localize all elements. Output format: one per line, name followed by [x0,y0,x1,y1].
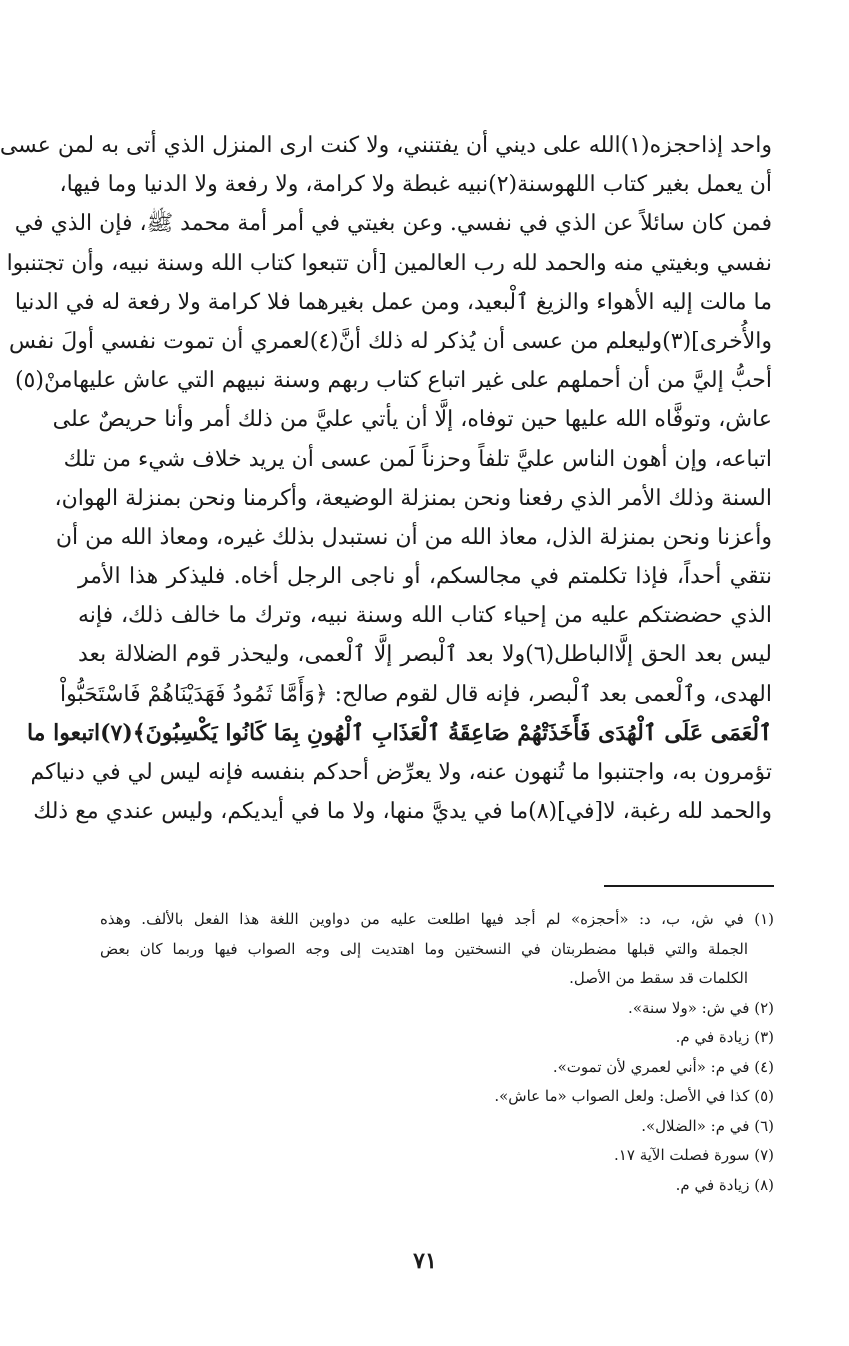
footnote-1-continued: الكلمات قد سقط من الأصل. [569,969,748,987]
footnote-2: (٢) في ش: «ولا سنة». [628,998,774,1017]
footnotes [100,905,774,1200]
footnote-3: (٣) زيادة في م. [675,1028,774,1046]
text-line: أحبُّ إليَّ من أن أحملهم على غير اتباع كتاب ربهم وسنة نبيهم التي عاش عليهامنْ(٥) [14,368,772,394]
text-line: واحد إذاحجزه(١)الله على ديني أن يفتنني، ولا كنت ارى المنزل الذي أتى به لمن عسى [0,133,772,158]
text-line: تؤمرون به، واجتنبوا ما تُنهون عنه، ولا يعرِّض أحدكم بنفسه فإنه ليس لي في دنياكم [30,760,772,785]
text-line: الذي حضضتكم عليه من إحياء كتاب الله وسنة نبيه، وترك ما خالف ذلك، فإنه [78,603,772,629]
text-line: السنة وذلك الأمر الذي رفعنا ونحن بمنزلة الوضيعة، وأكرمنا ونحن بمنزلة الهوان، [54,485,772,511]
footnote-4: (٤) في م: «أني لعمري لأن تموت». [552,1057,774,1076]
main-text [0,126,772,831]
text-line: ليس بعد الحق إلَّاالباطل(٦)ولا بعد ٱلْبصر إلَّا ٱلْعمى، وليحذر قوم الضلالة بعد [78,642,772,668]
footnote-5: (٥) كذا في الأصل: ولعل الصواب «ما عاش». [494,1087,774,1105]
text-line: عاش، وتوفَّاه الله عليها حين توفاه، إلَّا أن يأتي عليَّ من ذلك أمر وأنا حريصٌ على [52,407,772,433]
footnote-6: (٦) في م: «الضلال». [641,1116,774,1135]
footnote-7: (٧) سورة فصلت الآية ١٧. [614,1146,774,1164]
text-line: وأعزنا ونحن بمنزلة الذل، معاذ الله من أن نستبدل بذلك غيره، ومعاذ الله من أن [55,524,772,550]
text-line: ما مالت إليه الأهواء والزيغ ٱلْبعيد، ومن عمل بغيرهما فلا كرامة ولا رفعة له في الدنيا [14,289,772,315]
text-line: اتباعه، وإن أهون الناس عليَّ تلفاً وحزناً لَمن عسى أن يريد خلاف شيء من تلك [63,446,772,472]
quran-verse-line: ٱلْعَمَى عَلَى ٱلْهُدَى فَأَخَذَتْهُمْ صَاعِقَةُ ٱلْعَذَابِ ٱلْهُونِ بِمَا كَانُوا يَكْسِبُونَ﴾(٧)اتبعوا ما [26,719,772,746]
footnote-1: (١) في ش، ب، د: «أحجزه» لم أجد فيها اطلعت عليه من دواوين اللغة هذا الفعل بالألف. وهذه [100,910,774,928]
text-line: نتقي أحداً، فإذا تكلمتم في مجالسكم، أو ناجى الرجل أخاه. فليذكر هذا الأمر [78,564,772,590]
footnote-8: (٨) زيادة في م. [675,1175,774,1194]
footnote-1-continued: الجملة والتي قبلها مضطربتان في النسختين وما اهتديت إلى وجه الصواب فيها وربما كان بعض [100,939,748,958]
text-line: الهدى، وٱلْعمى بعد ٱلْبصر، فإنه قال لقوم صالح: ﴿وَأَمَّا ثَمُودُ فَهَدَيْنَاهُمْ فَاسْتَحَبُّواْ [60,681,772,707]
text-line: فمن كان سائلاً عن الذي في نفسي. وعن بغيتي في أمر أمة محمد ﷺ، فإن الذي في [14,211,772,237]
text-line: أن يعمل بغير كتاب اللهوسنة(٢)نبيه غبطة ولا كرامة، ولا رفعة ولا الدنيا وما فيها، [59,172,772,198]
text-line: والحمد لله رغبة، لا[في](٨)ما في يديَّ منها، ولا ما في أيديكم، وليس عندي مع ذلك [33,799,772,825]
footnote-divider [604,885,774,887]
page-number: ٧١ [413,1248,437,1274]
text-line: نفسي وبغيتي منه والحمد لله رب العالمين [أن تتبعوا كتاب الله وسنة نبيه، وأن تجتنبوا [6,250,772,276]
text-line: والأُخرى](٣)وليعلم من عسى أن يُذكر له ذلك أنَّ(٤)لعمري أن تموت نفسي أولَ نفس [8,328,772,354]
